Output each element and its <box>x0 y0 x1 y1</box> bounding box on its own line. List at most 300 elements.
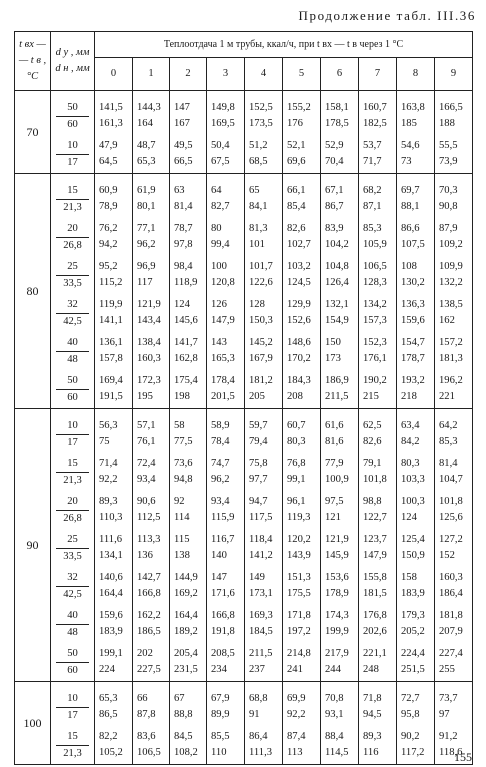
value-pair <box>170 97 206 135</box>
diameter-pair <box>51 370 94 408</box>
heat-value: 199,1 <box>99 648 123 659</box>
heat-value: 251,5 <box>401 664 425 675</box>
value-pair <box>435 605 472 643</box>
heat-value: 140,6 <box>99 572 123 583</box>
value-pair <box>397 218 434 256</box>
heat-value: 127,2 <box>439 534 463 545</box>
value-column-6 <box>321 409 359 682</box>
heat-value: 52,1 <box>287 140 306 151</box>
heat-value: 126 <box>211 299 227 310</box>
temperature-cell: 70 <box>15 91 51 174</box>
heat-value: 198 <box>174 391 190 402</box>
heat-value: 184,5 <box>249 626 273 637</box>
value-pair <box>321 370 358 408</box>
heat-value: 182,5 <box>363 118 387 129</box>
heat-value: 132,2 <box>439 277 463 288</box>
heat-value: 166,8 <box>211 610 235 621</box>
heat-value: 53,7 <box>363 140 382 151</box>
heat-value: 221 <box>439 391 455 402</box>
value-pair <box>170 415 206 453</box>
heat-value: 199,9 <box>325 626 349 637</box>
value-pair <box>245 370 282 408</box>
value-pair <box>95 332 132 370</box>
heat-value: 60,9 <box>99 185 118 196</box>
diameter-cell <box>51 91 95 174</box>
heat-value: 94,8 <box>174 474 193 485</box>
value-pair <box>133 370 169 408</box>
value-pair <box>435 294 472 332</box>
heat-value: 102,7 <box>287 239 311 250</box>
value-pair <box>170 180 206 218</box>
value-pair <box>321 491 358 529</box>
heat-value: 202 <box>137 648 153 659</box>
column-header-5: 5 <box>283 57 321 90</box>
value-pair <box>359 529 396 567</box>
nominal-diameter: 32 <box>56 570 89 587</box>
temperature-cell: 80 <box>15 174 51 409</box>
value-pair <box>245 567 282 605</box>
page-number: 155 <box>454 750 472 764</box>
heat-value: 110,3 <box>99 512 123 523</box>
value-pair <box>283 218 320 256</box>
diameter-pair <box>51 256 94 294</box>
value-column-4 <box>245 409 283 682</box>
heat-value: 87,8 <box>137 709 156 720</box>
value-pair <box>170 332 206 370</box>
heat-value: 159,6 <box>401 315 425 326</box>
heat-value: 96,1 <box>287 496 306 507</box>
heat-value: 186,9 <box>325 375 349 386</box>
value-column-2 <box>170 682 207 765</box>
heat-value: 255 <box>439 664 455 675</box>
heat-transfer-table <box>14 31 473 765</box>
heat-value: 67,5 <box>211 156 230 167</box>
heat-value: 151,3 <box>287 572 311 583</box>
value-pair <box>283 180 320 218</box>
value-column-4 <box>245 682 283 765</box>
value-pair <box>397 370 434 408</box>
value-pair <box>245 726 282 764</box>
heat-value: 67,1 <box>325 185 344 196</box>
value-pair <box>435 415 472 453</box>
value-pair <box>397 605 434 643</box>
value-column-4 <box>245 174 283 409</box>
heat-value: 98,8 <box>363 496 382 507</box>
value-pair <box>321 643 358 681</box>
outer-diameter: 33,5 <box>63 277 82 289</box>
heat-value: 118,6 <box>439 747 463 758</box>
value-pair <box>397 294 434 332</box>
heat-value: 99,4 <box>211 239 230 250</box>
diameter-pair <box>51 605 94 643</box>
heat-value: 62,5 <box>363 420 382 431</box>
value-pair <box>321 605 358 643</box>
group-row <box>15 409 473 682</box>
value-column-7 <box>359 91 397 174</box>
heat-value: 60,7 <box>287 420 306 431</box>
heat-value: 94,2 <box>99 239 118 250</box>
heat-value: 147,9 <box>363 550 387 561</box>
heat-value: 217,9 <box>325 648 349 659</box>
value-column-8 <box>397 682 435 765</box>
heat-value: 202,6 <box>363 626 387 637</box>
heat-value: 68,2 <box>363 185 382 196</box>
heat-value: 138,4 <box>137 337 161 348</box>
heat-value: 103,2 <box>287 261 311 272</box>
heat-value: 71,8 <box>363 693 382 704</box>
heat-value: 205 <box>249 391 265 402</box>
heat-value: 183,9 <box>99 626 123 637</box>
heat-value: 122,7 <box>363 512 387 523</box>
heat-value: 71,4 <box>99 458 118 469</box>
value-column-1 <box>133 409 170 682</box>
heat-value: 138,5 <box>439 299 463 310</box>
heat-value: 144,3 <box>137 102 161 113</box>
value-pair <box>397 256 434 294</box>
value-pair <box>170 529 206 567</box>
value-pair <box>207 256 244 294</box>
value-pair <box>397 415 434 453</box>
heat-value: 183,9 <box>401 588 425 599</box>
heat-value: 78,7 <box>174 223 193 234</box>
value-pair <box>321 415 358 453</box>
outer-diameter: 60 <box>67 118 78 130</box>
value-pair <box>245 491 282 529</box>
value-pair <box>170 370 206 408</box>
heat-value: 69,7 <box>401 185 420 196</box>
heat-value: 125,6 <box>439 512 463 523</box>
heat-value: 101,7 <box>249 261 273 272</box>
value-pair <box>397 491 434 529</box>
heat-value: 147 <box>211 572 227 583</box>
heat-value: 124 <box>174 299 190 310</box>
heat-value: 157,8 <box>99 353 123 364</box>
heat-value: 117,5 <box>249 512 273 523</box>
nominal-diameter: 50 <box>56 646 89 663</box>
value-column-7 <box>359 174 397 409</box>
diameter-pair <box>51 294 94 332</box>
heat-value: 77,5 <box>174 436 193 447</box>
nominal-diameter: 10 <box>56 691 89 708</box>
heat-value: 101,8 <box>363 474 387 485</box>
value-column-5 <box>283 91 321 174</box>
heat-value: 82,6 <box>363 436 382 447</box>
heat-value: 110 <box>211 747 227 758</box>
heat-value: 81,4 <box>174 201 193 212</box>
heat-value: 104,7 <box>439 474 463 485</box>
heat-value: 150,3 <box>249 315 273 326</box>
value-pair <box>245 218 282 256</box>
value-pair <box>245 135 282 173</box>
heat-value: 83,9 <box>325 223 344 234</box>
heat-value: 167,9 <box>249 353 273 364</box>
value-pair <box>207 135 244 173</box>
heat-value: 181,8 <box>439 610 463 621</box>
value-pair <box>321 256 358 294</box>
value-pair <box>359 415 396 453</box>
value-pair <box>321 218 358 256</box>
value-pair <box>283 453 320 491</box>
heat-value: 70,3 <box>439 185 458 196</box>
value-pair <box>245 256 282 294</box>
heat-value: 105,9 <box>363 239 387 250</box>
heat-value: 130,2 <box>401 277 425 288</box>
value-pair <box>321 294 358 332</box>
value-column-3 <box>207 91 245 174</box>
value-pair <box>245 294 282 332</box>
heat-value: 132,1 <box>325 299 349 310</box>
heat-value: 48,7 <box>137 140 156 151</box>
heat-value: 154,9 <box>325 315 349 326</box>
heat-value: 84,2 <box>401 436 420 447</box>
heat-value: 237 <box>249 664 265 675</box>
heat-value: 195 <box>137 391 153 402</box>
outer-diameter: 42,5 <box>63 588 82 600</box>
heat-value: 104,8 <box>325 261 349 272</box>
value-pair <box>170 567 206 605</box>
heat-value: 145,9 <box>325 550 349 561</box>
value-pair <box>95 453 132 491</box>
value-pair <box>170 491 206 529</box>
value-column-1 <box>133 682 170 765</box>
value-column-5 <box>283 682 321 765</box>
value-pair <box>95 256 132 294</box>
nominal-diameter: 40 <box>56 335 89 352</box>
heat-value: 122,6 <box>249 277 273 288</box>
heat-value: 173 <box>325 353 341 364</box>
heat-value: 186,4 <box>439 588 463 599</box>
heat-value: 67,9 <box>211 693 230 704</box>
value-pair <box>283 491 320 529</box>
heat-value: 181,2 <box>249 375 273 386</box>
heat-value: 128,3 <box>363 277 387 288</box>
group-row <box>15 682 473 765</box>
heat-value: 64,2 <box>439 420 458 431</box>
heat-value: 76,8 <box>287 458 306 469</box>
heat-value: 96,2 <box>137 239 156 250</box>
diameter-pair <box>51 688 94 726</box>
heat-value: 140 <box>211 550 227 561</box>
value-pair <box>95 135 132 173</box>
heat-value: 136,1 <box>99 337 123 348</box>
heat-value: 73,9 <box>439 156 458 167</box>
heat-value: 160,3 <box>439 572 463 583</box>
heat-value: 86,4 <box>249 731 268 742</box>
value-column-3 <box>207 409 245 682</box>
column-header-0: 0 <box>95 57 133 90</box>
heat-value: 92 <box>174 496 185 507</box>
heat-value: 185 <box>401 118 417 129</box>
diameter-pair <box>51 726 94 764</box>
value-pair <box>95 567 132 605</box>
value-pair <box>207 294 244 332</box>
heat-value: 87,9 <box>439 223 458 234</box>
heat-value: 81,3 <box>249 223 268 234</box>
heat-value: 50,4 <box>211 140 230 151</box>
heat-value: 116 <box>363 747 379 758</box>
heat-value: 155,8 <box>363 572 387 583</box>
value-pair <box>207 567 244 605</box>
value-pair <box>95 415 132 453</box>
value-pair <box>245 415 282 453</box>
heat-value: 91 <box>249 709 260 720</box>
value-pair <box>207 370 244 408</box>
value-pair <box>321 135 358 173</box>
page-header: Продолжение табл. III.36 <box>298 8 476 23</box>
heat-value: 145,2 <box>249 337 273 348</box>
nominal-diameter: 15 <box>56 183 89 200</box>
nominal-diameter: 25 <box>56 259 89 276</box>
heat-value: 109,9 <box>439 261 463 272</box>
value-pair <box>95 726 132 764</box>
heat-value: 87,1 <box>363 201 382 212</box>
value-column-9 <box>435 174 473 409</box>
value-pair <box>207 453 244 491</box>
heat-value: 73,7 <box>439 693 458 704</box>
value-pair <box>283 529 320 567</box>
heat-value: 90,6 <box>137 496 156 507</box>
heat-value: 89,3 <box>99 496 118 507</box>
value-pair <box>133 567 169 605</box>
value-pair <box>245 332 282 370</box>
heat-value: 56,3 <box>99 420 118 431</box>
value-pair <box>321 529 358 567</box>
heat-value: 85,4 <box>287 201 306 212</box>
heat-value: 65,3 <box>137 156 156 167</box>
heat-value: 63 <box>174 185 185 196</box>
heat-value: 82,7 <box>211 201 230 212</box>
heat-value: 128 <box>249 299 265 310</box>
heat-value: 207,9 <box>439 626 463 637</box>
value-pair <box>133 529 169 567</box>
heat-value: 114 <box>174 512 190 523</box>
value-pair <box>95 491 132 529</box>
heat-value: 71,7 <box>363 156 382 167</box>
value-column-7 <box>359 409 397 682</box>
heat-value: 115 <box>174 534 190 545</box>
heat-value: 208,5 <box>211 648 235 659</box>
heat-value: 106,5 <box>363 261 387 272</box>
diameter-pair <box>51 453 94 491</box>
value-pair <box>435 688 472 726</box>
value-pair <box>435 529 472 567</box>
heat-value: 205,2 <box>401 626 425 637</box>
heat-value: 79,4 <box>249 436 268 447</box>
heat-value: 95,8 <box>401 709 420 720</box>
value-column-8 <box>397 91 435 174</box>
value-column-8 <box>397 409 435 682</box>
value-pair <box>133 415 169 453</box>
heat-value: 98,4 <box>174 261 193 272</box>
heat-value: 76,2 <box>99 223 118 234</box>
heat-value: 176,8 <box>363 610 387 621</box>
value-column-2 <box>170 91 207 174</box>
heat-value: 142,7 <box>137 572 161 583</box>
heat-value: 97,5 <box>325 496 344 507</box>
heat-value: 88,4 <box>325 731 344 742</box>
outer-diameter: 17 <box>67 156 78 168</box>
diameter-pair <box>51 218 94 256</box>
heat-value: 162,8 <box>174 353 198 364</box>
value-pair <box>207 332 244 370</box>
heat-value: 221,1 <box>363 648 387 659</box>
heat-value: 94,5 <box>363 709 382 720</box>
heat-value: 175,5 <box>287 588 311 599</box>
heat-value: 171,6 <box>211 588 235 599</box>
value-pair <box>207 688 244 726</box>
diameter-pair <box>51 529 94 567</box>
heat-value: 141,1 <box>99 315 123 326</box>
heat-value: 118,4 <box>249 534 273 545</box>
heat-value: 97,8 <box>174 239 193 250</box>
heat-value: 96,2 <box>211 474 230 485</box>
value-pair <box>95 605 132 643</box>
heat-value: 112,5 <box>137 512 161 523</box>
value-pair <box>397 135 434 173</box>
heat-value: 136 <box>137 550 153 561</box>
heat-value: 176 <box>287 118 303 129</box>
heat-value: 81,4 <box>439 458 458 469</box>
value-pair <box>283 370 320 408</box>
heat-value: 72,7 <box>401 693 420 704</box>
heat-value: 68,8 <box>249 693 268 704</box>
heat-value: 218 <box>401 391 417 402</box>
heat-value: 64 <box>211 185 222 196</box>
column-header-1: 1 <box>133 57 170 90</box>
heat-value: 106,5 <box>137 747 161 758</box>
value-pair <box>283 605 320 643</box>
value-pair <box>321 453 358 491</box>
diameter-pair <box>51 332 94 370</box>
value-pair <box>283 332 320 370</box>
heat-value: 138 <box>174 550 190 561</box>
outer-diameter: 17 <box>67 709 78 721</box>
value-pair <box>133 726 169 764</box>
value-pair <box>283 294 320 332</box>
value-pair <box>245 688 282 726</box>
heat-value: 68,5 <box>249 156 268 167</box>
value-pair <box>95 294 132 332</box>
heat-value: 121,9 <box>325 534 349 545</box>
heat-value: 169,3 <box>249 610 273 621</box>
value-pair <box>283 688 320 726</box>
heat-value: 164,4 <box>99 588 123 599</box>
heat-value: 126,4 <box>325 277 349 288</box>
value-column-3 <box>207 682 245 765</box>
value-pair <box>133 605 169 643</box>
value-pair <box>133 135 169 173</box>
heat-value: 86,6 <box>401 223 420 234</box>
heat-value: 197,2 <box>287 626 311 637</box>
nominal-diameter: 15 <box>56 729 89 746</box>
value-pair <box>95 97 132 135</box>
value-column-2 <box>170 409 207 682</box>
heat-value: 164,4 <box>174 610 198 621</box>
value-pair <box>359 567 396 605</box>
heat-value: 65,3 <box>99 693 118 704</box>
value-pair <box>321 180 358 218</box>
heat-value: 81,6 <box>325 436 344 447</box>
heat-value: 175,4 <box>174 375 198 386</box>
nominal-diameter: 50 <box>56 373 89 390</box>
heat-value: 141,7 <box>174 337 198 348</box>
heat-value: 54,6 <box>401 140 420 151</box>
value-column-9 <box>435 91 473 174</box>
heat-value: 176,1 <box>363 353 387 364</box>
nominal-diameter: 50 <box>56 100 89 117</box>
value-column-3 <box>207 174 245 409</box>
value-pair <box>321 97 358 135</box>
